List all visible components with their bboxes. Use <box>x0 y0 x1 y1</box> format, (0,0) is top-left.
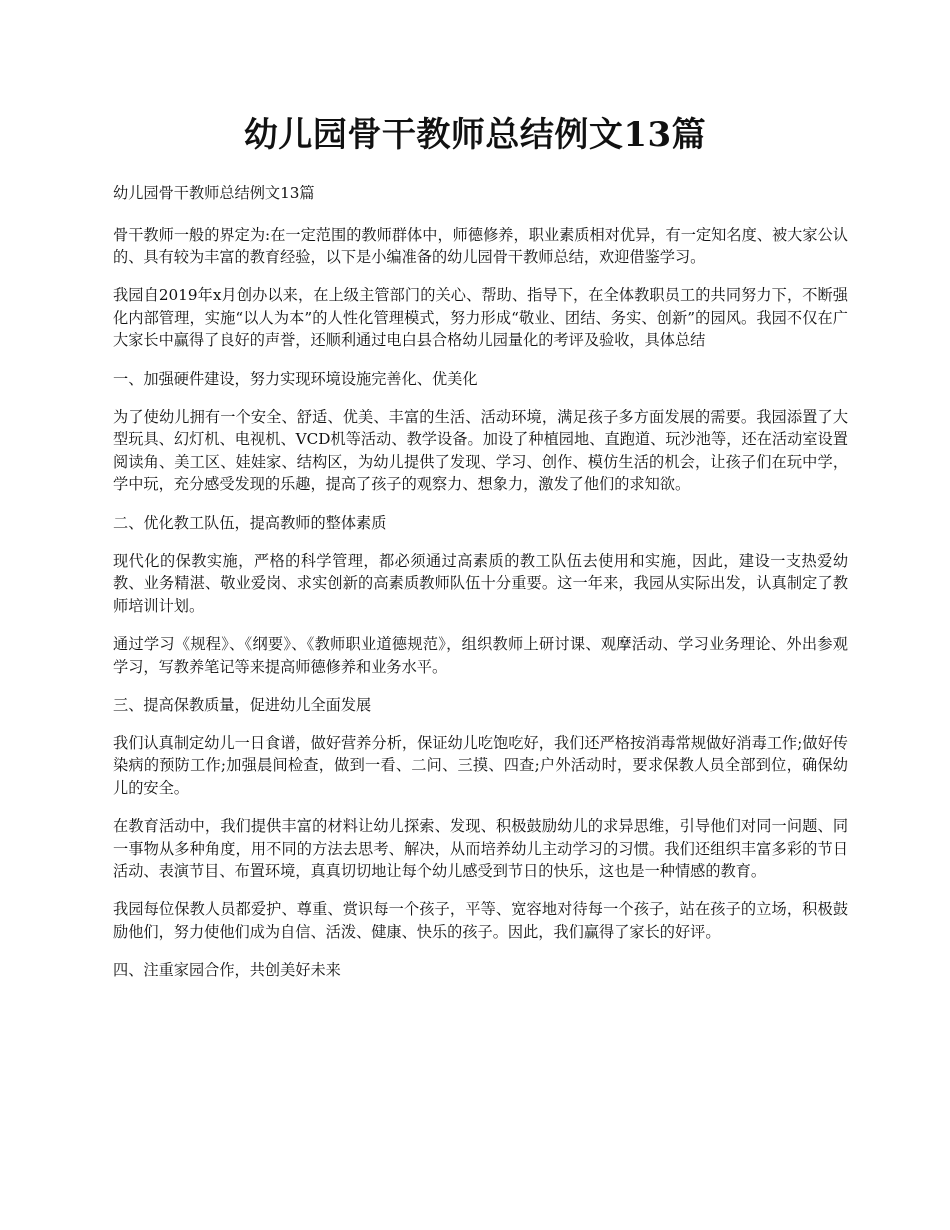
body-paragraph: 为了使幼儿拥有一个安全、舒适、优美、丰富的生活、活动环境，满足孩子多方面发展的需要。我园添置了大型玩具、幻灯机、电视机、VCD机等活动、教学设备。加设了种植园地、直跑道、玩沙池等，还在活动室设置阅读角、美工区、娃娃家、结构区，为幼儿提供了发现、学习、创作、模仿生活的机会，让孩子们在玩中学，学中玩，充分感受发现的乐趣，提高了孩子的观察力、想象力，激发了他们的求知欲。 <box>113 407 848 494</box>
body-paragraph: 通过学习《规程》、《纲要》、《教师职业道德规范》，组织教师上研讨课、观摩活动、学习业务理论、外出参观学习，写教养笔记等来提高师德修养和业务水平。 <box>113 634 848 676</box>
section-heading-2: 二、优化教工队伍，提高教师的整体素质 <box>113 513 387 532</box>
document-subtitle: 幼儿园骨干教师总结例文13篇 <box>113 184 315 202</box>
body-paragraph: 现代化的保教实施，严格的科学管理，都必须通过高素质的教工队伍去使用和实施，因此，建设一支热爱幼教、业务精湛、敬业爱岗、求实创新的高素质教师队伍十分重要。这一年来，我园从实际出发，认真制定了教师培训计划。 <box>113 551 848 615</box>
body-paragraph: 我园每位保教人员都爱护、尊重、赏识每一个孩子，平等、宽容地对待每一个孩子，站在孩子的立场，积极鼓励他们，努力使他们成为自信、活泼、健康、快乐的孩子。因此，我们赢得了家长的好评。 <box>113 900 848 941</box>
document-body <box>113 182 848 997</box>
body-paragraph: 我们认真制定幼儿一日食谱，做好营养分析，保证幼儿吃饱吃好，我们还严格按消毒常规做好消毒工作;做好传染病的预防工作;加强晨间检查，做到一看、二问、三摸、四查;户外活动时，要求保教人员全部到位，确保幼儿的安全。 <box>113 733 848 797</box>
section-heading-4: 四、注重家园合作，共创美好未来 <box>113 960 341 979</box>
body-paragraph: 在教育活动中，我们提供丰富的材料让幼儿探索、发现、积极鼓励幼儿的求异思维，引导他们对同一问题、同一事物从多种角度，用不同的方法去思考、解决，从而培养幼儿主动学习的习惯。我们还组织丰富多彩的节日活动、表演节目、布置环境，真真切切地让每个幼儿感受到节日的快乐，这也是一种情感的教育。 <box>113 816 848 881</box>
document-title: 幼儿园骨干教师总结例文13篇 <box>243 115 707 155</box>
section-heading-1: 一、加强硬件建设，努力实现环境设施完善化、优美化 <box>113 369 478 388</box>
body-paragraph: 我园自2019年x月创办以来，在上级主管部门的关心、帮助、指导下，在全体教职员工的共同努力下，不断强化内部管理，实施“以人为本”的人性化管理模式，努力形成“敬业、团结、务实、创新”的园风。我园不仅在广大家长中赢得了良好的声誉，还顺利通过电白县合格幼儿园量化的考评及验收，具体总结 <box>113 286 848 350</box>
section-heading-3: 三、提高保教质量，促进幼儿全面发展 <box>113 695 372 714</box>
intro-paragraph: 骨干教师一般的界定为:在一定范围的教师群体中，师德修养，职业素质相对优异，有一定知名度、被大家公认的、具有较为丰富的教育经验，以下是小编准备的幼儿园骨干教师总结，欢迎借鉴学习。 <box>113 225 848 267</box>
